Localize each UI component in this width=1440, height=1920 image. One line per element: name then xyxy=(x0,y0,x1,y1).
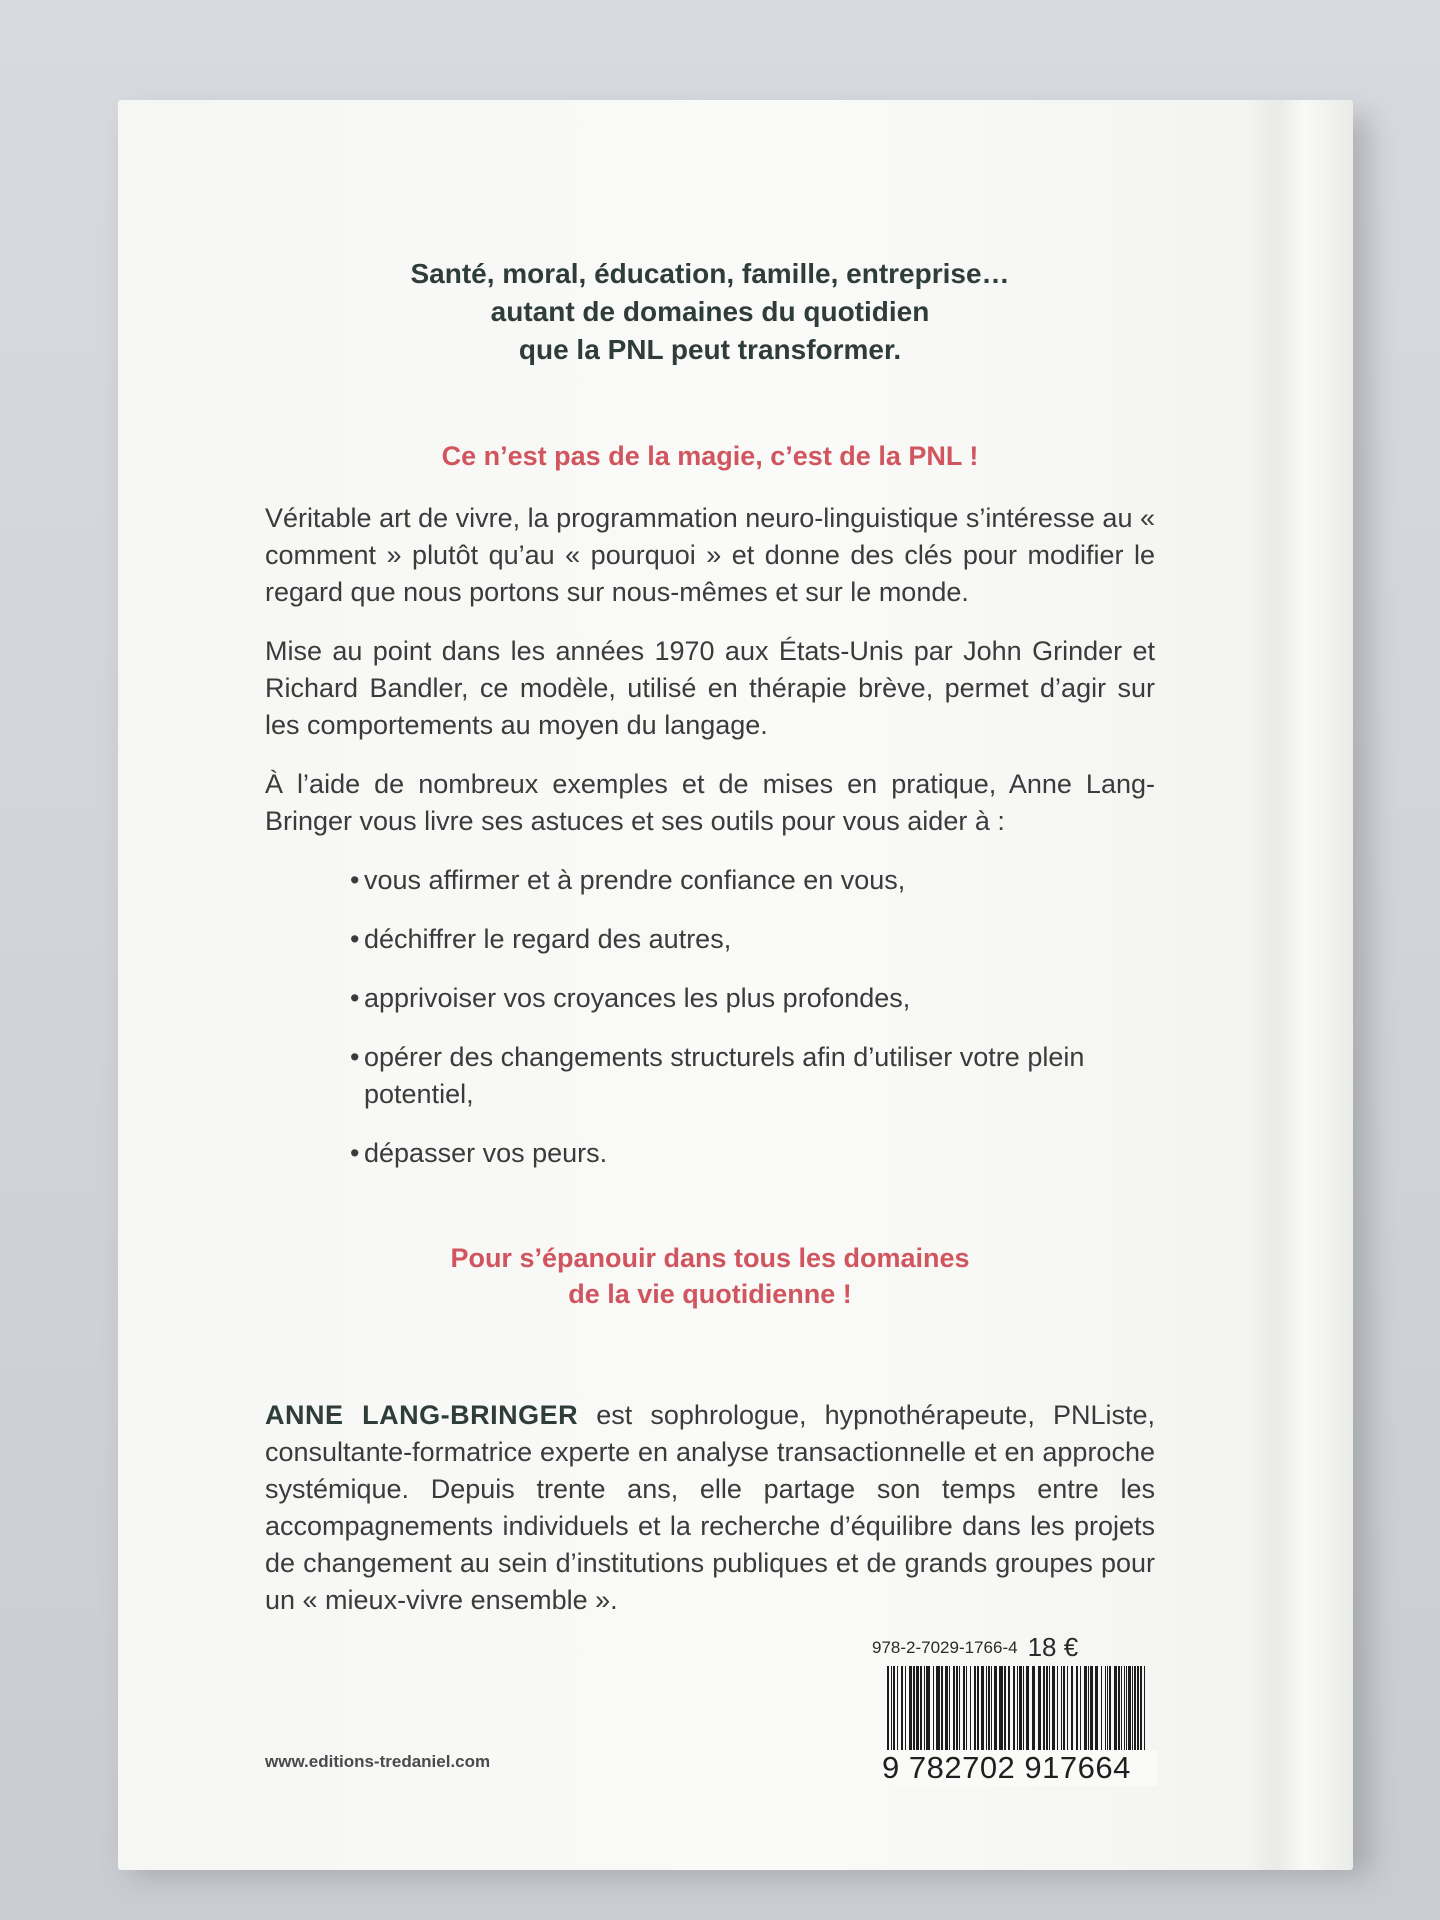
list-item: • déchiffrer le regard des autres, xyxy=(350,921,1155,958)
barcode-bar xyxy=(991,1666,992,1756)
barcode-bar xyxy=(916,1666,919,1756)
barcode-bar xyxy=(1061,1666,1062,1756)
barcode-icon xyxy=(885,1666,1150,1756)
barcode-bar xyxy=(1105,1666,1106,1756)
barcode-bar xyxy=(1038,1666,1041,1756)
barcode-bar xyxy=(999,1666,1003,1756)
barcode-bar xyxy=(981,1666,984,1756)
closing-line: de la vie quotidienne ! xyxy=(568,1279,852,1309)
barcode-bar xyxy=(1118,1666,1120,1756)
benefit-list xyxy=(265,862,1155,1172)
bullet-icon: • xyxy=(350,924,360,954)
barcode-bar xyxy=(974,1666,976,1756)
barcode-bar xyxy=(933,1666,934,1756)
barcode-bar xyxy=(988,1666,990,1756)
barcode-bar xyxy=(956,1666,958,1756)
barcode-bar xyxy=(1043,1666,1045,1756)
closing-line: Pour s’épanouir dans tous les domaines xyxy=(450,1243,970,1273)
barcode-bar xyxy=(1057,1666,1058,1756)
barcode-bar xyxy=(1126,1666,1127,1756)
barcode-bar xyxy=(1046,1666,1048,1756)
barcode-bar xyxy=(1052,1666,1055,1756)
barcode-bar xyxy=(945,1666,948,1756)
bullet-icon: • xyxy=(350,983,360,1013)
barcode-bar xyxy=(949,1666,950,1756)
barcode-bar xyxy=(1080,1666,1081,1756)
barcode-bar xyxy=(1101,1666,1102,1756)
barcode-bar xyxy=(1088,1666,1089,1756)
barcode-bar xyxy=(936,1666,940,1756)
isbn-number: 978-2-7029-1766-4 xyxy=(872,1638,1018,1657)
cover-tagline: Ce n’est pas de la magie, c’est de la PNL ! xyxy=(441,441,979,471)
barcode-bar xyxy=(1023,1666,1024,1756)
barcode-bar xyxy=(994,1666,997,1756)
barcode-bar xyxy=(1132,1666,1133,1756)
body-paragraph: Véritable art de vivre, la programmation neuro-linguistique s’intéresse au « comment » plutôt qu’au « pourquoi » et donne des clés pour modifier le regard que nous portons sur nous-mêmes et sur le monde. xyxy=(265,503,1155,607)
list-item: • vous affirmer et à prendre confiance en vous, xyxy=(350,862,1155,899)
barcode-bar xyxy=(1109,1666,1111,1756)
barcode-bar xyxy=(1032,1666,1035,1756)
list-item: • dépasser vos peurs. xyxy=(350,1135,1155,1172)
barcode-bar xyxy=(1134,1666,1136,1756)
cover-body xyxy=(265,500,1155,1194)
barcode-bar xyxy=(1137,1666,1139,1756)
barcode-bar xyxy=(1071,1666,1073,1756)
barcode-bar xyxy=(1114,1666,1117,1756)
barcode-bar xyxy=(909,1666,912,1756)
cover-headline xyxy=(265,255,1155,369)
barcode-bar xyxy=(1090,1666,1093,1756)
barcode-bar xyxy=(1095,1666,1098,1756)
barcode-bar xyxy=(1019,1666,1022,1756)
author-bio xyxy=(265,1397,1155,1619)
barcode-bar xyxy=(1076,1666,1078,1756)
barcode-bar xyxy=(913,1666,915,1756)
headline-line: Santé, moral, éducation, famille, entreprise… xyxy=(410,258,1010,289)
price-label: 18 € xyxy=(1027,1632,1079,1662)
bullet-icon: • xyxy=(350,1138,360,1168)
barcode-bar xyxy=(959,1666,960,1756)
barcode-bar xyxy=(897,1666,898,1756)
barcode-bar xyxy=(977,1666,979,1756)
headline-line: que la PNL peut transformer. xyxy=(518,334,902,365)
barcode-bar xyxy=(926,1666,930,1756)
list-item: • opérer des changements structurels afin d’utiliser votre plein potentiel, xyxy=(350,1039,1155,1113)
headline-line: autant de domaines du quotidien xyxy=(490,296,930,327)
author-name: ANNE LANG-BRINGER xyxy=(265,1400,579,1430)
isbn-price-line xyxy=(872,1632,1152,1663)
barcode-digits: 9 782702 917664 xyxy=(882,1750,1157,1786)
barcode-bar xyxy=(893,1666,895,1756)
barcode-bar xyxy=(1026,1666,1029,1756)
author-bio-text: est sophrologue, hypnothérapeute, PNListe, consultante-formatrice experte en analyse transactionnelle et en approche systémique. Depuis trente ans, elle partage son temps entre les accompagnements individuels et la recherche d’équilibre dans les projets de changement au sein d’institutions publiques et de grands groupes pour un « mieux-vivre ensemble ». xyxy=(265,1400,1155,1615)
barcode-bar xyxy=(920,1666,922,1756)
barcode-bar xyxy=(1140,1666,1142,1756)
barcode-bar xyxy=(924,1666,925,1756)
barcode-bar xyxy=(1049,1666,1050,1756)
barcode-bar xyxy=(891,1666,892,1756)
list-item: • apprivoiser vos croyances les plus profondes, xyxy=(350,980,1155,1017)
barcode-bar xyxy=(1063,1666,1065,1756)
barcode-bar xyxy=(953,1666,955,1756)
barcode-bar xyxy=(1008,1666,1010,1756)
body-paragraph: Mise au point dans les années 1970 aux États-Unis par John Grinder et Richard Bandler, ce modèle, utilisé en thérapie brève, permet d’agir sur les comportements au moyen du langage. xyxy=(265,636,1155,740)
bullet-icon: • xyxy=(350,1042,360,1072)
barcode-bar xyxy=(1004,1666,1006,1756)
barcode-bar xyxy=(970,1666,971,1756)
bullet-icon: • xyxy=(350,865,360,895)
barcode-bar xyxy=(1013,1666,1015,1756)
barcode-bar xyxy=(966,1666,967,1756)
barcode-bar xyxy=(1128,1666,1131,1756)
barcode-bar xyxy=(1144,1666,1145,1756)
barcode-bar xyxy=(1084,1666,1087,1756)
barcode-bar xyxy=(963,1666,965,1756)
barcode-bar xyxy=(1107,1666,1108,1756)
barcode-bar xyxy=(941,1666,943,1756)
barcode-bar xyxy=(986,1666,987,1756)
publisher-website: www.editions-tredaniel.com xyxy=(265,1752,491,1771)
body-paragraph: À l’aide de nombreux exemples et de mises en pratique, Anne Lang-Bringer vous livre ses astuces et ses outils pour vous aider à : xyxy=(265,769,1155,836)
barcode-bar xyxy=(901,1666,903,1756)
barcode-bar xyxy=(1067,1666,1068,1756)
book-page-edge xyxy=(1245,100,1353,1870)
barcode-bar xyxy=(887,1666,889,1756)
cover-closing xyxy=(265,1240,1155,1312)
barcode-bar xyxy=(1124,1666,1125,1756)
barcode-bar xyxy=(1121,1666,1122,1756)
barcode-bar xyxy=(1017,1666,1018,1756)
barcode-bar xyxy=(905,1666,906,1756)
